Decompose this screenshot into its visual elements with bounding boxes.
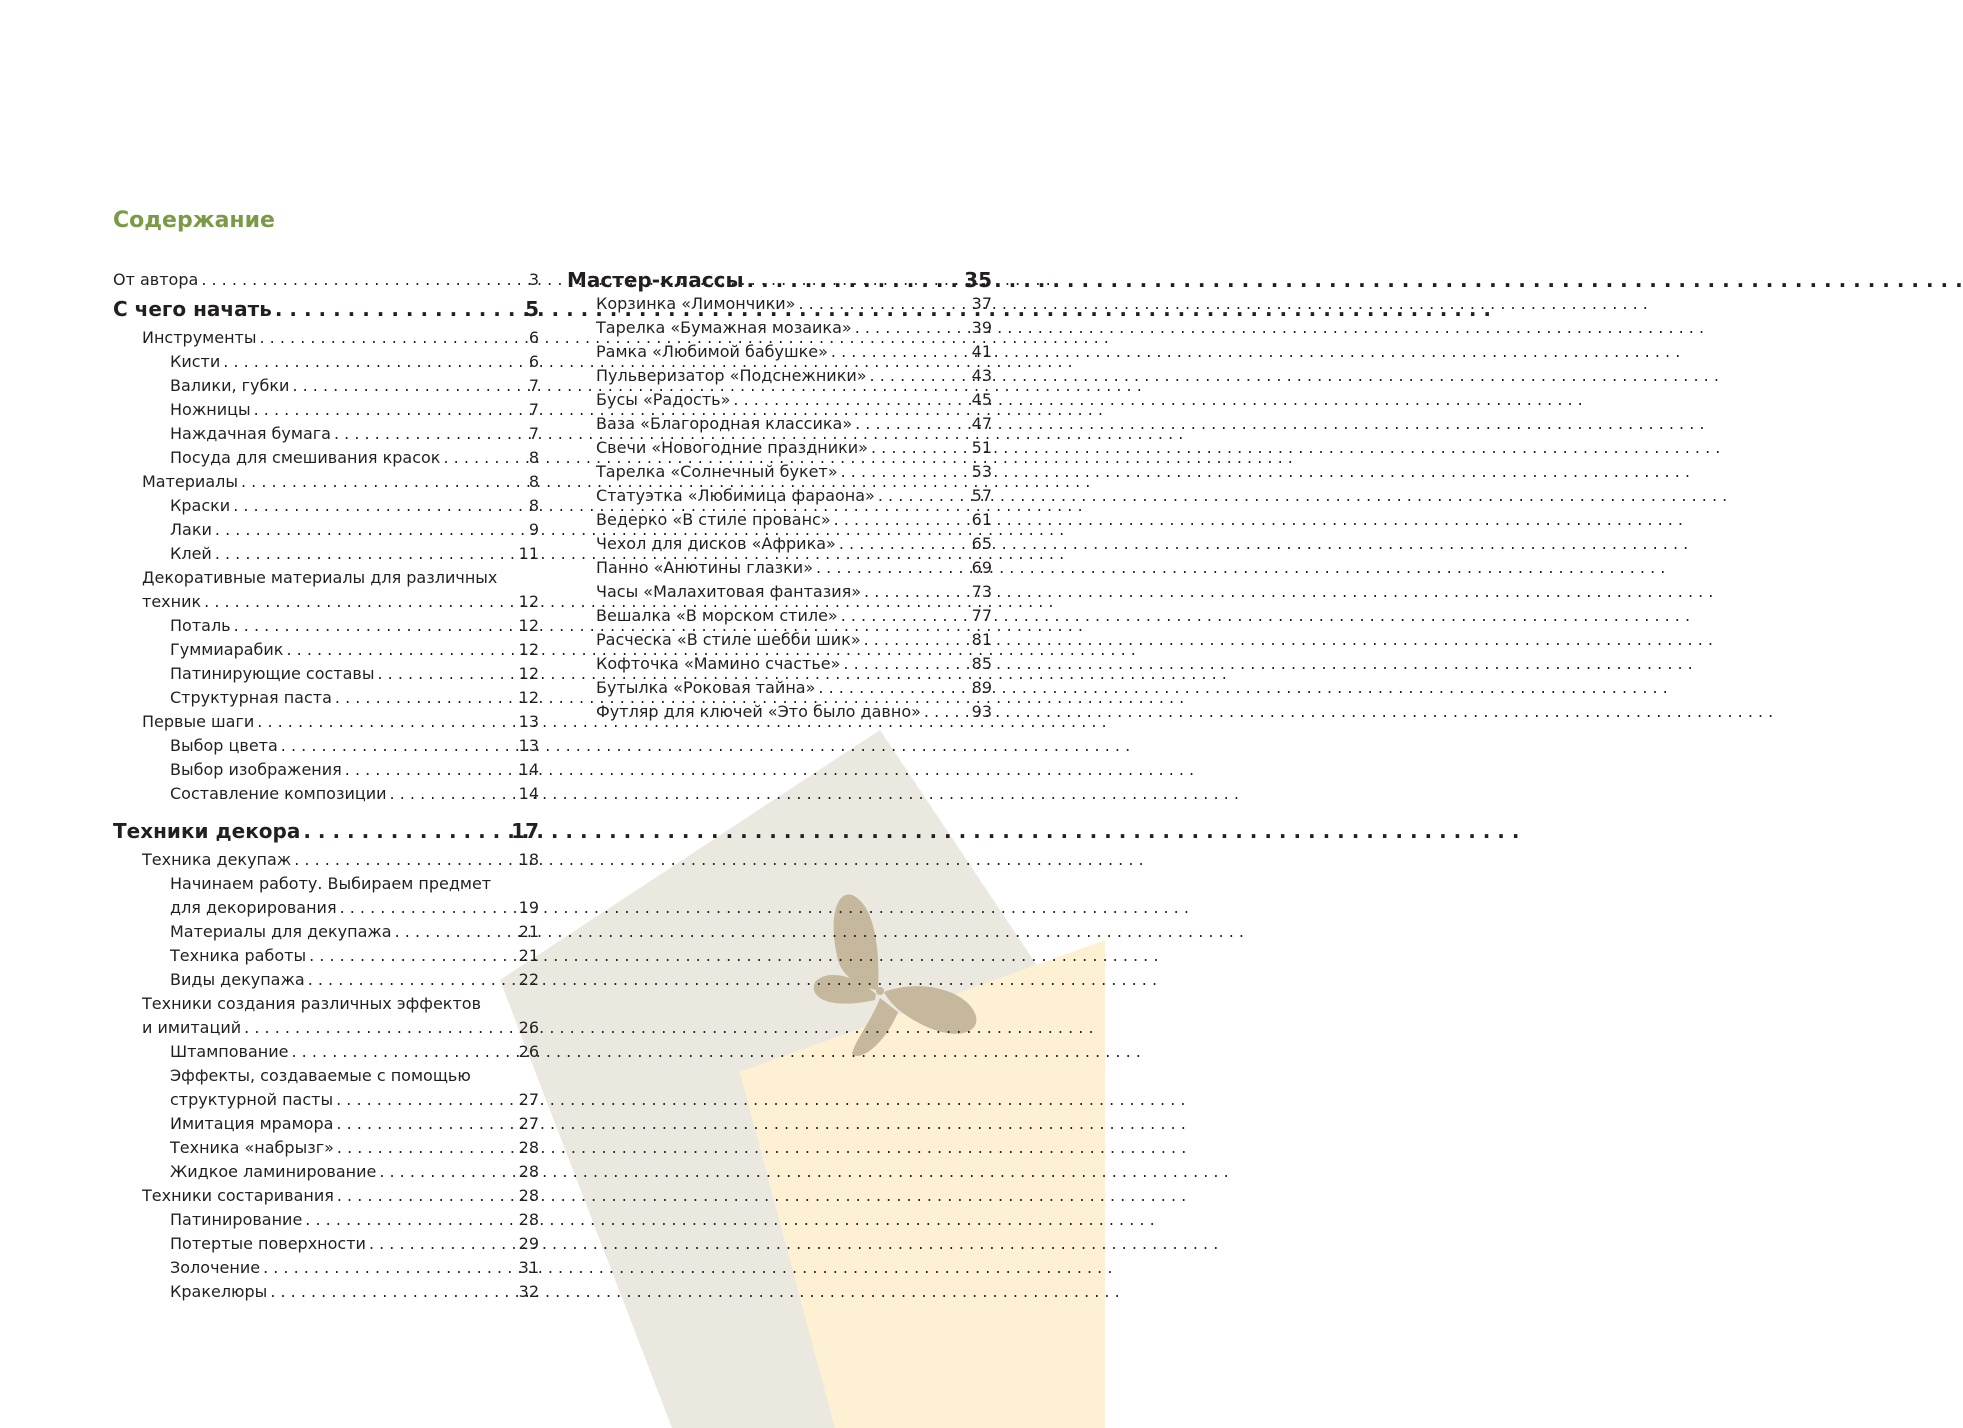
toc-page-number: 47 xyxy=(971,414,992,433)
toc-section xyxy=(567,268,992,292)
toc-entry-title: Поталь xyxy=(170,616,231,635)
dot-leader xyxy=(867,364,972,388)
toc-entry xyxy=(567,604,992,628)
dot-leader xyxy=(852,412,972,436)
toc-entry-title: Патинирование xyxy=(170,1210,303,1229)
toc-page-number: 73 xyxy=(971,582,992,601)
dot-leader xyxy=(730,388,971,412)
toc-page-number: 7 xyxy=(528,400,539,419)
toc-entry-title: Золочение xyxy=(170,1258,261,1277)
toc-entry-title: Бусы «Радость» xyxy=(596,390,731,409)
toc-page-number: 8 xyxy=(528,496,539,515)
dot-leader xyxy=(334,1184,519,1208)
toc-section xyxy=(113,814,539,848)
toc-entry-title: Ведерко «В стиле прованс» xyxy=(596,510,831,529)
toc-entry xyxy=(113,350,539,374)
dot-leader xyxy=(283,638,518,662)
toc-entry-title: структурной пасты xyxy=(170,1090,334,1109)
dot-leader xyxy=(852,316,972,340)
toc-entry xyxy=(567,484,992,508)
toc-entry xyxy=(567,556,992,580)
toc-page-number: 14 xyxy=(518,760,539,779)
toc-page-number: 89 xyxy=(971,678,992,697)
toc-entry xyxy=(113,920,539,944)
toc-page-number: 22 xyxy=(518,970,539,989)
dot-leader xyxy=(744,268,965,292)
dot-leader xyxy=(836,532,972,556)
toc-entry-title: Жидкое ламинирование xyxy=(170,1162,377,1181)
toc-entry-title: Материалы xyxy=(142,472,238,491)
toc-entry-title: для декорирования xyxy=(170,898,337,917)
toc-entry xyxy=(567,700,992,724)
dot-leader xyxy=(333,1088,519,1112)
toc-entry-title: Патинирующие составы xyxy=(170,664,375,683)
toc-page-number: 32 xyxy=(518,1282,539,1301)
toc-entry xyxy=(113,734,539,758)
dot-leader xyxy=(374,662,518,686)
toc-entry xyxy=(113,422,539,446)
toc-page-number: 26 xyxy=(518,1042,539,1061)
dot-leader xyxy=(260,1256,519,1280)
dot-leader xyxy=(387,782,519,806)
toc-left-column xyxy=(113,268,539,1304)
toc-page-number: 31 xyxy=(518,1258,539,1277)
toc-entry-title: Мастер-классы xyxy=(567,268,744,292)
dot-leader xyxy=(861,628,972,652)
toc-entry-title: Расческа «В стиле шебби шик» xyxy=(596,630,861,649)
toc-entry-title: Первые шаги xyxy=(142,712,255,731)
dot-leader xyxy=(291,848,518,872)
toc-entry-title: Валики, губки xyxy=(170,376,290,395)
toc-entry xyxy=(567,340,992,364)
toc-entry-title: Штампование xyxy=(170,1042,289,1061)
toc-entry xyxy=(113,614,539,638)
toc-entry xyxy=(567,676,992,700)
toc-page-number: 6 xyxy=(528,328,539,347)
toc-entry-title: От автора xyxy=(113,270,199,289)
dot-leader xyxy=(230,494,521,518)
toc-entry-title-line: Декоративные материалы для различных xyxy=(142,568,498,587)
toc-entry-title: Техники состаривания xyxy=(142,1186,334,1205)
dot-leader xyxy=(251,398,521,422)
toc-entry-title: Ножницы xyxy=(170,400,251,419)
toc-entry xyxy=(113,638,539,662)
toc-entry xyxy=(567,316,992,340)
toc-page-number: 61 xyxy=(971,510,992,529)
toc-entry xyxy=(113,848,539,872)
dot-leader xyxy=(267,1280,518,1304)
toc-entry xyxy=(113,782,539,806)
toc-page-number: 21 xyxy=(518,946,539,965)
toc-page-number: 43 xyxy=(971,366,992,385)
toc-entry-title: Тарелка «Бумажная мозаика» xyxy=(596,318,852,337)
toc-entry xyxy=(113,1064,539,1112)
dot-leader xyxy=(289,1040,519,1064)
toc-entry xyxy=(113,398,539,422)
toc-entry xyxy=(113,470,539,494)
dot-leader xyxy=(795,292,971,316)
dot-leader xyxy=(212,518,521,542)
toc-entry-title: Техника работы xyxy=(170,946,307,965)
toc-page-number: 77 xyxy=(971,606,992,625)
toc-page-number: 12 xyxy=(518,688,539,707)
dot-leader xyxy=(201,590,518,614)
dot-leader xyxy=(815,676,971,700)
dot-leader xyxy=(332,686,519,710)
toc-entry xyxy=(113,872,539,920)
toc-page-number: 5 xyxy=(525,297,539,321)
toc-entry xyxy=(567,508,992,532)
toc-entry xyxy=(113,1232,539,1256)
toc-page-number: 28 xyxy=(518,1138,539,1157)
toc-entry-title: Панно «Анютины глазки» xyxy=(596,558,813,577)
toc-entry xyxy=(113,662,539,686)
toc-entry-title-line: Техники создания различных эффектов xyxy=(142,994,482,1013)
dot-leader xyxy=(813,556,972,580)
dot-leader xyxy=(300,814,511,848)
toc-entry xyxy=(567,388,992,412)
toc-entry xyxy=(113,1256,539,1280)
toc-entry-title: Кисти xyxy=(170,352,221,371)
dot-leader xyxy=(302,1208,518,1232)
toc-entry xyxy=(113,968,539,992)
toc-page-number: 37 xyxy=(971,294,992,313)
dot-leader xyxy=(828,340,972,364)
toc-entry-title: Выбор цвета xyxy=(170,736,278,755)
toc-entry-title: Потертые поверхности xyxy=(170,1234,366,1253)
toc-entry-title: Ваза «Благородная классика» xyxy=(596,414,853,433)
toc-page-number: 7 xyxy=(528,376,539,395)
toc-page-number: 12 xyxy=(518,616,539,635)
dot-leader xyxy=(838,460,972,484)
toc-page-number: 28 xyxy=(518,1210,539,1229)
dot-leader xyxy=(231,614,519,638)
toc-entry-title: Тарелка «Солнечный букет» xyxy=(596,462,838,481)
toc-entry-title: Статуэтка «Любимица фараона» xyxy=(596,486,875,505)
toc-page-number: 93 xyxy=(971,702,992,721)
toc-page-number: 65 xyxy=(971,534,992,553)
toc-entry xyxy=(567,460,992,484)
dot-leader xyxy=(305,968,519,992)
toc-page-number: 12 xyxy=(518,664,539,683)
toc-entry xyxy=(113,446,539,470)
toc-page-number: 19 xyxy=(518,898,539,917)
dot-leader xyxy=(334,1136,519,1160)
toc-entry-title: Выбор изображения xyxy=(170,760,342,779)
toc-entry xyxy=(567,412,992,436)
dot-leader xyxy=(337,896,519,920)
toc-page-number: 9 xyxy=(528,520,539,539)
toc-entry xyxy=(113,1208,539,1232)
toc-entry-title-line: Начинаем работу. Выбираем предмет xyxy=(170,874,492,893)
toc-entry xyxy=(113,374,539,398)
toc-page-number: 7 xyxy=(528,424,539,443)
toc-page-number: 51 xyxy=(971,438,992,457)
toc-entry-title: Рамка «Любимой бабушке» xyxy=(596,342,828,361)
dot-leader xyxy=(838,604,972,628)
toc-entry-title: Материалы для декупажа xyxy=(170,922,392,941)
toc-page-number: 35 xyxy=(964,268,992,292)
toc-page-number: 41 xyxy=(971,342,992,361)
toc-page-number: 26 xyxy=(518,1018,539,1037)
toc-entry xyxy=(113,1112,539,1136)
toc-entry xyxy=(113,542,539,566)
toc-page-number: 27 xyxy=(518,1114,539,1133)
dot-leader xyxy=(392,920,519,944)
toc-entry-title: Техники декора xyxy=(113,819,301,843)
toc-entry-title: Инструменты xyxy=(142,328,257,347)
toc-page-number: 85 xyxy=(971,654,992,673)
dot-leader xyxy=(831,508,972,532)
toc-page-number: 28 xyxy=(518,1162,539,1181)
toc-entry-title: Бутылка «Роковая тайна» xyxy=(596,678,816,697)
dot-leader xyxy=(840,652,971,676)
toc-entry-title: Кофточка «Мамино счастье» xyxy=(596,654,841,673)
toc-entry-title: Кракелюры xyxy=(170,1282,268,1301)
toc-entry xyxy=(567,532,992,556)
toc-entry-title: Составление композиции xyxy=(170,784,387,803)
toc-entry-title: Гуммиарабик xyxy=(170,640,284,659)
toc-entry-title: Техника «набрызг» xyxy=(170,1138,334,1157)
toc-page-number: 29 xyxy=(518,1234,539,1253)
toc-page-number: 17 xyxy=(511,819,539,843)
toc-entry-title: С чего начать xyxy=(113,297,272,321)
toc-entry-title: Имитация мрамора xyxy=(170,1114,334,1133)
dot-leader xyxy=(241,1016,518,1040)
toc-entry xyxy=(113,1184,539,1208)
toc-entry xyxy=(567,628,992,652)
toc-entry-title: Чехол для дисков «Африка» xyxy=(596,534,836,553)
toc-page-number: 28 xyxy=(518,1186,539,1205)
toc-entry xyxy=(113,710,539,734)
toc-page-number: 8 xyxy=(528,448,539,467)
toc-right-column xyxy=(567,268,992,724)
toc-entry xyxy=(567,364,992,388)
dot-leader xyxy=(278,734,519,758)
toc-entry-title: Посуда для смешивания красок xyxy=(170,448,441,467)
toc-page-number: 11 xyxy=(518,544,539,563)
toc-entry-title: и имитаций xyxy=(142,1018,242,1037)
toc-entry xyxy=(113,566,539,614)
toc-page-number: 12 xyxy=(518,592,539,611)
toc-entry-title: Лаки xyxy=(170,520,212,539)
toc-entry-title: Часы «Малахитовая фантазия» xyxy=(596,582,862,601)
toc-page-number: 13 xyxy=(518,712,539,731)
dot-leader xyxy=(257,326,522,350)
toc-entry-title: Наждачная бумага xyxy=(170,424,331,443)
dot-leader xyxy=(220,350,521,374)
toc-entry xyxy=(113,1280,539,1304)
toc-entry xyxy=(113,494,539,518)
toc-section xyxy=(113,292,539,326)
dot-leader xyxy=(875,484,972,508)
toc-entry-title: Вешалка «В морском стиле» xyxy=(596,606,838,625)
dot-leader xyxy=(254,710,518,734)
dot-leader xyxy=(272,292,513,326)
toc-entry xyxy=(113,758,539,782)
dot-leader xyxy=(376,1160,518,1184)
dot-leader xyxy=(289,374,521,398)
toc-entry xyxy=(113,992,539,1040)
dot-leader xyxy=(333,1112,518,1136)
toc-page-number: 45 xyxy=(971,390,992,409)
dot-leader xyxy=(238,470,521,494)
toc-entry-title: Техника декупаж xyxy=(142,850,292,869)
toc-entry-title: Клей xyxy=(170,544,212,563)
toc-page-number: 3 xyxy=(528,270,539,289)
toc-entry xyxy=(113,326,539,350)
toc-page-number: 53 xyxy=(971,462,992,481)
dot-leader xyxy=(366,1232,519,1256)
toc-entry xyxy=(113,1136,539,1160)
toc-entry-title: Структурная паста xyxy=(170,688,332,707)
toc-entry-title-line: Эффекты, создаваемые с помощью xyxy=(170,1066,471,1085)
dot-leader xyxy=(212,542,519,566)
toc-page-number: 18 xyxy=(518,850,539,869)
toc-entry xyxy=(113,1160,539,1184)
toc-page-number: 81 xyxy=(971,630,992,649)
toc-page-number: 8 xyxy=(528,472,539,491)
toc-page-number: 57 xyxy=(971,486,992,505)
page-title: Содержание xyxy=(113,208,275,233)
toc-page-number: 27 xyxy=(518,1090,539,1109)
toc-page-number: 12 xyxy=(518,640,539,659)
toc-entry-title: Корзинка «Лимончики» xyxy=(596,294,796,313)
dot-leader xyxy=(868,436,972,460)
dot-leader xyxy=(861,580,972,604)
toc-page-number: 14 xyxy=(518,784,539,803)
toc-entry xyxy=(113,268,539,292)
toc-entry xyxy=(113,686,539,710)
toc-entry-title: Свечи «Новогодние праздники» xyxy=(596,438,868,457)
toc-entry xyxy=(567,292,992,316)
toc-page-number: 39 xyxy=(971,318,992,337)
toc-entry xyxy=(567,652,992,676)
toc-entry xyxy=(113,518,539,542)
toc-entry-title: Футляр для ключей «Это было давно» xyxy=(596,702,921,721)
dot-leader xyxy=(198,268,521,292)
dot-leader xyxy=(331,422,521,446)
dot-leader xyxy=(342,758,519,782)
toc-page-number: 6 xyxy=(528,352,539,371)
toc-entry xyxy=(113,1040,539,1064)
toc-page-number: 69 xyxy=(971,558,992,577)
toc-entry xyxy=(567,580,992,604)
toc-entry-title: Виды декупажа xyxy=(170,970,305,989)
toc-entry-title: Краски xyxy=(170,496,231,515)
toc-entry-title: техник xyxy=(142,592,202,611)
toc-page-number: 21 xyxy=(518,922,539,941)
dot-leader xyxy=(440,446,521,470)
toc-entry-title: Пульверизатор «Подснежники» xyxy=(596,366,867,385)
toc-page-number: 13 xyxy=(518,736,539,755)
dot-leader xyxy=(921,700,972,724)
toc-entry xyxy=(567,436,992,460)
toc-entry xyxy=(113,944,539,968)
dot-leader xyxy=(306,944,519,968)
